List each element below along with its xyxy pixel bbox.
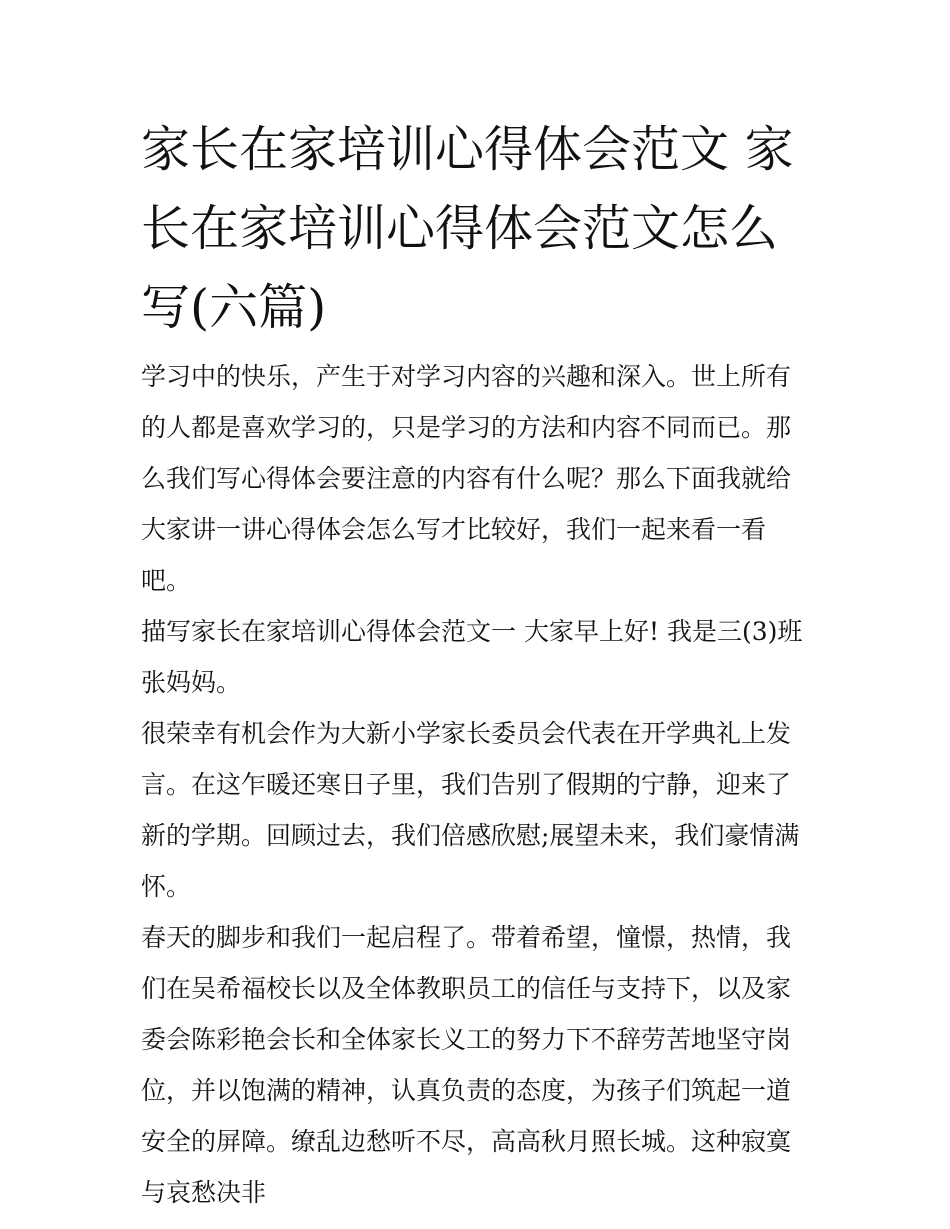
paragraph-intro: 学习中的快乐，产生于对学习内容的兴趣和深入。世上所有的人都是喜欢学习的，只是学习的方法和内容不同而已。那么我们写心得体会要注意的内容有什么呢？那么下面我就给大家讲一讲心得体会怎么写才比较好，我们一起来看一看吧。	[141, 362, 792, 595]
paragraph-spring: 春天的脚步和我们一起启程了。带着希望，憧憬，热情，我们在吴希福校长以及全体教职员工的信任与支持下，以及家委会陈彩艳会长和全体家长义工的努力下不辞劳苦地坚守岗位，并以饱满的精神，认真负责的态度，为孩子们筑起一道安全的屏障。缭乱边愁听不尽，高高秋月照长城。这种寂寞与哀愁决非	[141, 923, 792, 1207]
document-title: 家长在家培训心得体会范文 家长在家培训心得体会范文怎么写(六篇)	[141, 121, 794, 336]
document-body	[141, 351, 813, 1218]
paragraph-greeting: 描写家长在家培训心得体会范文一 大家早上好! 我是三(3)班张妈妈。	[141, 617, 803, 697]
document-content	[141, 110, 813, 1218]
paragraph-honor: 很荣幸有机会作为大新小学家长委员会代表在开学典礼上发言。在这乍暖还寒日子里，我们告别了假期的宁静，迎来了新的学期。回顾过去，我们倍感欣慰;展望未来，我们豪情满怀。	[141, 719, 800, 901]
